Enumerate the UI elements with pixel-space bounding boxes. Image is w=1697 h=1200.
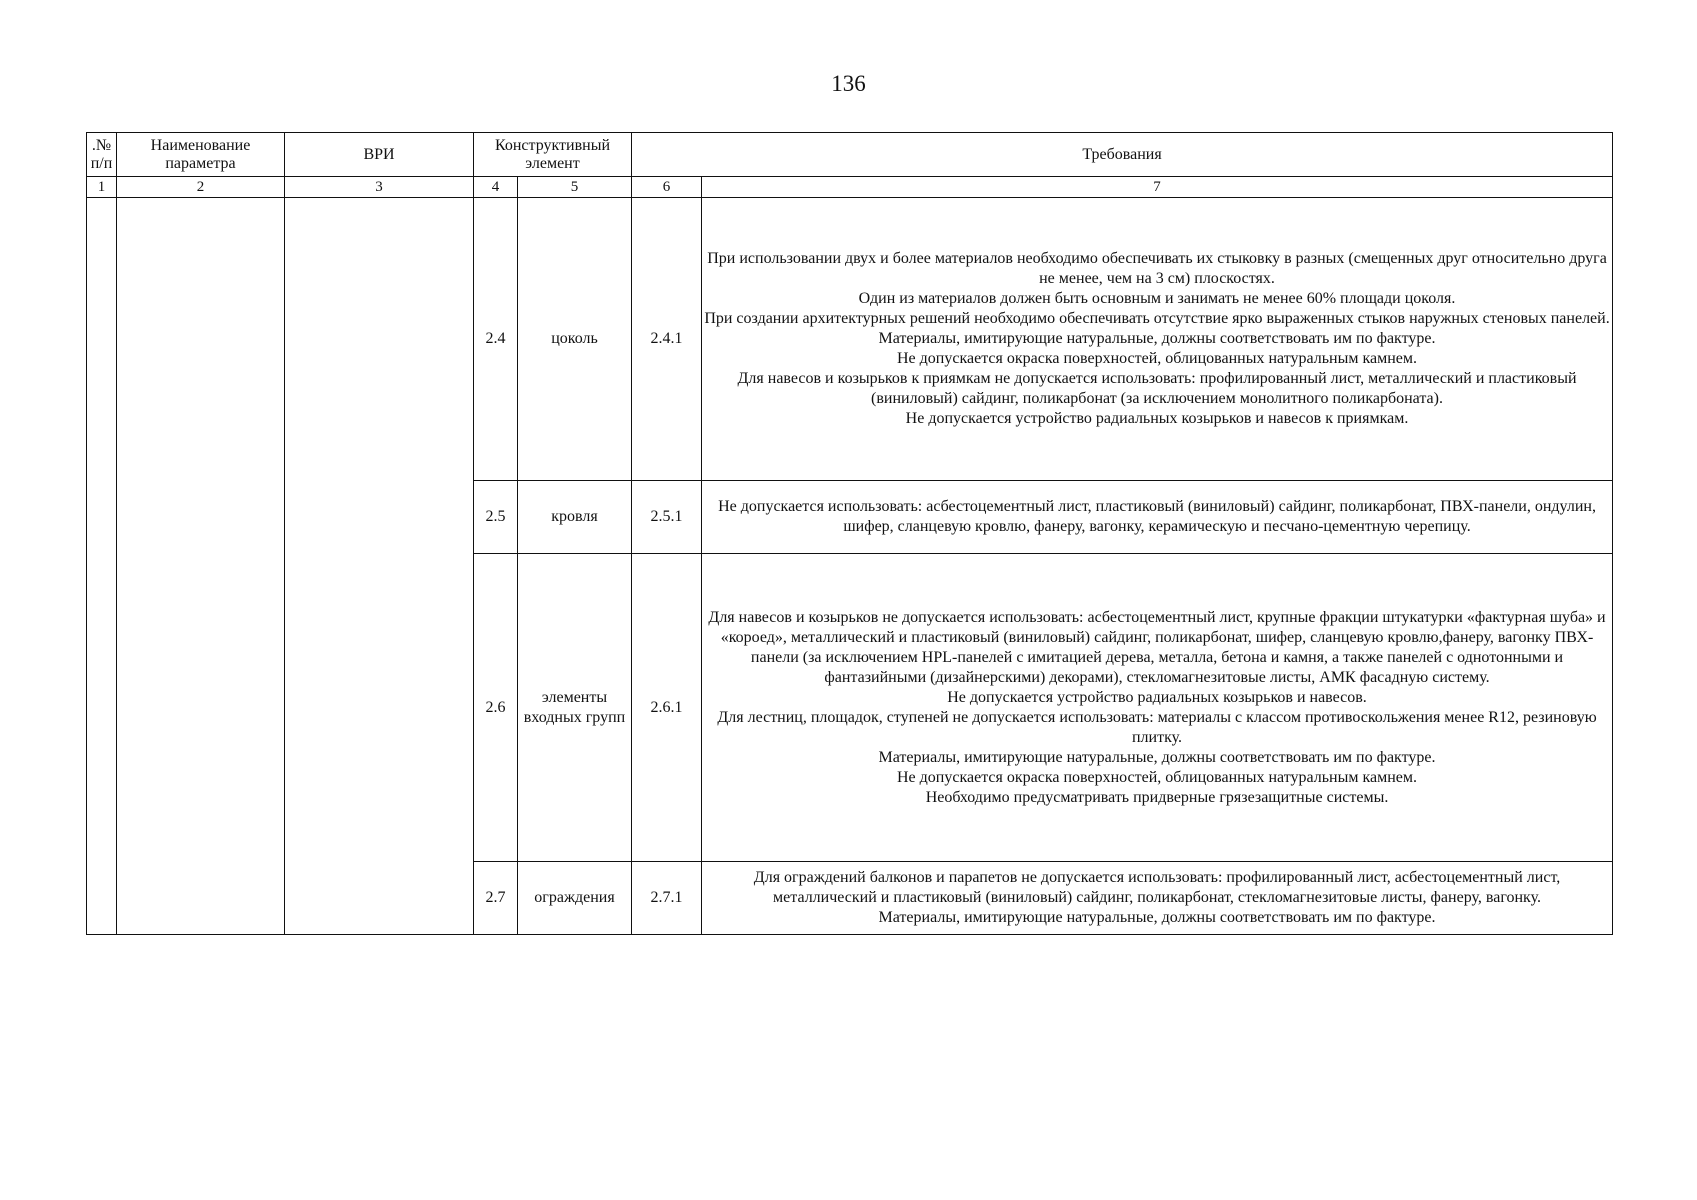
requirement-line: Не допускается устройство радиальных козырьков и навесов к приямкам. [905, 410, 1409, 427]
row-element: кровля [518, 481, 632, 554]
row-code: 2.5 [474, 481, 518, 554]
requirement-line: Для навесов и козырьков не допускается использовать: асбестоцементный лист, крупные фракции штукатурки «фактурная шуба» и «короед», металлический и пластиковый (виниловый) сайдинг, поликарбонат, шифер, сланцевую кровлю,фанеру, вагонку ПВХ-панели (за исключением HPL-панелей с имитацией дерева, металла, бетона и камня, а также панелей с однотонными и [708, 608, 1606, 666]
requirement-line: фантазийными (дизайнерскими) декорами), стекломагнезитовые листы, АМК фасадную систему. [824, 668, 1490, 686]
header-vri: ВРИ [285, 133, 474, 177]
requirement-line: Для лестниц, площадок, ступеней не допускается использовать: материалы с классом противоскольжения менее R12, резиновую плитку. [717, 708, 1597, 746]
row-code: 2.7 [474, 862, 518, 935]
requirement-line: Не допускается окраска поверхностей, облицованных натуральным камнем. [897, 768, 1418, 786]
header-requirements: Требования [632, 133, 1613, 177]
row-element: цоколь [518, 198, 632, 481]
header-num: .№ п/п [87, 133, 117, 177]
requirements-table [86, 132, 1613, 935]
column-number: 5 [518, 177, 632, 198]
row-requirements [702, 862, 1613, 935]
column-number: 2 [117, 177, 285, 198]
column-number: 7 [702, 177, 1613, 198]
page-number: 136 [831, 71, 866, 96]
requirement-line: Для ограждений балконов и парапетов не допускается использовать: профилированный лист, асбестоцементный лист, металлический и пластиковый (виниловый) сайдинг, поликарбонат, стекломагнезитовые листы, фанеру, вагонку. [753, 869, 1561, 906]
column-number: 3 [285, 177, 474, 198]
table-row [87, 198, 1613, 481]
requirement-line: Один из материалов должен быть основным и занимать не менее 60% площади цоколя. [858, 290, 1456, 307]
requirement-line: Не допускается окраска поверхностей, облицованных натуральным камнем. [897, 350, 1418, 367]
cell-vri-empty [285, 198, 474, 935]
header-element: Конструктивный элемент [474, 133, 632, 177]
row-code: 2.4 [474, 198, 518, 481]
column-number: 1 [87, 177, 117, 198]
row-element: ограждения [518, 862, 632, 935]
column-number: 4 [474, 177, 518, 198]
column-number-row [87, 177, 1613, 198]
row-element: элементы входных групп [518, 554, 632, 862]
cell-num-empty [87, 198, 117, 935]
row-subcode: 2.5.1 [632, 481, 702, 554]
row-subcode: 2.6.1 [632, 554, 702, 862]
requirement-line: Для навесов и козырьков к приямкам не допускается использовать: профилированный лист, металлический и пластиковый (виниловый) сайдинг, поликарбонат (за исключением монолитного поликарбоната). [737, 370, 1577, 407]
row-code: 2.6 [474, 554, 518, 862]
row-requirements [702, 198, 1613, 481]
requirement-line: При использовании двух и более материалов необходимо обеспечивать их стыковку в разных (смещенных друг относительно друга не менее, чем на 3 см) плоскостях. [707, 250, 1607, 287]
header-row [87, 133, 1613, 177]
requirement-line: Необходимо предусматривать придверные грязезащитные системы. [925, 788, 1389, 806]
requirement-line: Материалы, имитирующие натуральные, должны соответствовать им по фактуре. [878, 909, 1436, 926]
requirement-line: Материалы, имитирующие натуральные, должны соответствовать им по фактуре. [878, 330, 1436, 347]
requirement-line: При создании архитектурных решений необходимо обеспечивать отсутствие ярко выраженных стыков наружных стеновых панелей. [704, 310, 1610, 327]
row-subcode: 2.7.1 [632, 862, 702, 935]
requirement-line: Не допускается использовать: асбестоцементный лист, пластиковый (виниловый) сайдинг, поликарбонат, ПВХ-панели, ондулин, шифер, сланцевую кровлю, фанеру, вагонку, керамическую и песчано-цементную черепицу. [718, 498, 1596, 535]
requirement-line: Материалы, имитирующие натуральные, должны соответствовать им по фактуре. [878, 748, 1436, 766]
cell-param-empty [117, 198, 285, 935]
column-number: 6 [632, 177, 702, 198]
row-requirements [702, 481, 1613, 554]
row-subcode: 2.4.1 [632, 198, 702, 481]
header-param: Наименование параметра [117, 133, 285, 177]
requirement-line: Не допускается устройство радиальных козырьков и навесов. [947, 688, 1367, 706]
row-requirements [702, 554, 1613, 862]
